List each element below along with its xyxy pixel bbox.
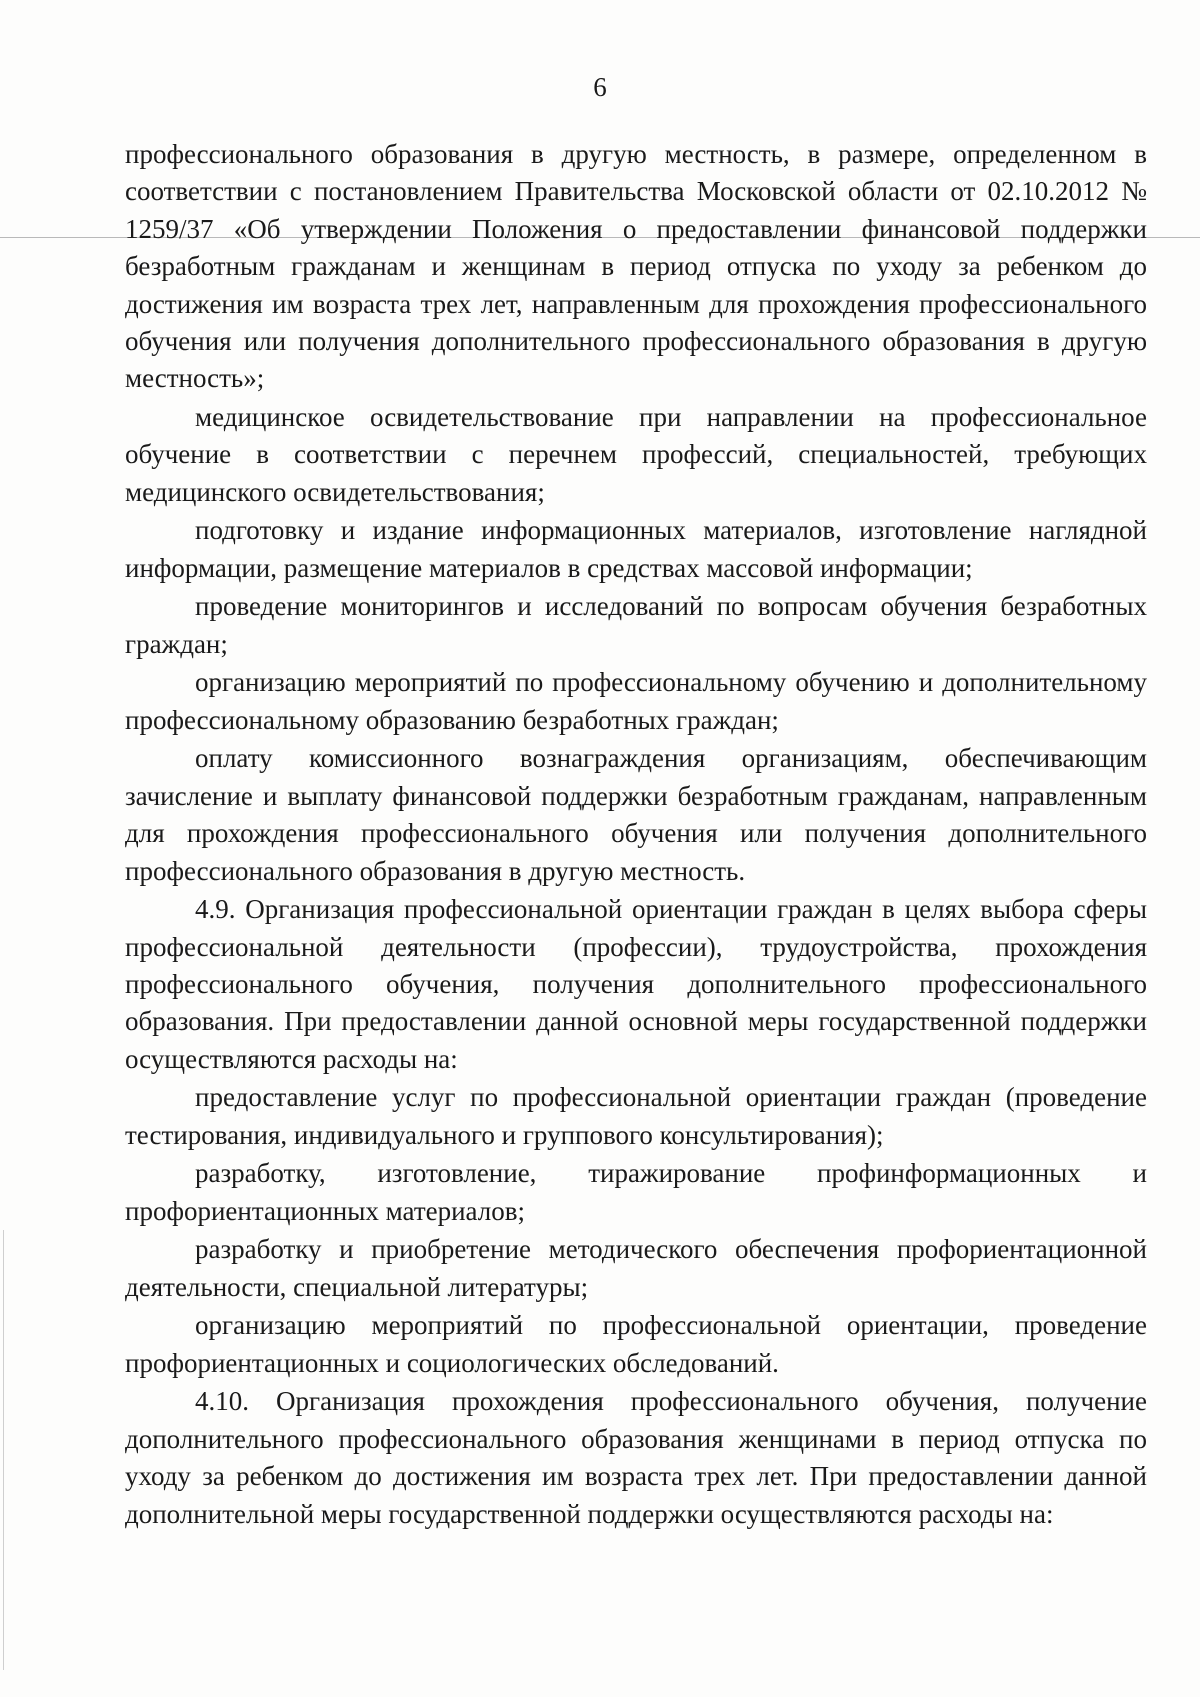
paragraph-monitoring-research: проведение мониторингов и исследований по вопросам обучения безработных граждан; bbox=[125, 591, 1147, 659]
paragraph-training-events: организацию мероприятий по профессиональному обучению и дополнительному профессиональному образованию безработных граждан; bbox=[125, 667, 1147, 735]
document-body bbox=[125, 136, 1147, 1533]
paragraph-career-guidance-services: предоставление услуг по профессиональной ориентации граждан (проведение тестирования, индивидуального и группового консультирования); bbox=[125, 1082, 1147, 1150]
paragraph-guidance-events: организацию мероприятий по профессиональной ориентации, проведение профориентационных и социологических обследований. bbox=[125, 1310, 1147, 1378]
paragraph-information-materials: подготовку и издание информационных материалов, изготовление наглядной информации, размещение материалов в средствах массовой информации; bbox=[125, 515, 1147, 583]
paragraph-medical-examination: медицинское освидетельствование при направлении на профессиональное обучение в соответствии с перечнем профессий, специальностей, требующих медицинского освидетельствования; bbox=[125, 402, 1147, 507]
page-number: 6 bbox=[593, 72, 607, 102]
paragraph-section-4-9: 4.9. Организация профессиональной ориентации граждан в целях выбора сферы профессиональной деятельности (профессии), трудоустройства, прохождения профессионального обучения, получения дополнительного профессионального образования. При предоставлении данной основной меры государственной поддержки осуществляются расходы на: bbox=[125, 894, 1147, 1074]
paragraph-continuation: профессионального образования в другую местность, в размере, определенном в соответствии с постановлением Правительства Московской области от 02.10.2012 № 1259/37 «Об утверждении Положения о предоставлении финансовой поддержки безработным гражданам и женщинам в период отпуска по уходу за ребенком до достижения им возраста трех лет, направленным для прохождения профессионального обучения или получения дополнительного профессионального образования в другую местность»; bbox=[125, 139, 1147, 394]
paragraph-guidance-materials: разработку, изготовление, тиражирование профинформационных и профориентационных материалов; bbox=[125, 1158, 1147, 1226]
paragraph-commission-payment: оплату комиссионного вознаграждения организациям, обеспечивающим зачисление и выплату финансовой поддержки безработным гражданам, направленным для прохождения профессионального обучения или получения дополнительного профессионального образования в другую местность. bbox=[125, 743, 1147, 886]
scan-artifact-margin-mark bbox=[3, 1230, 4, 1670]
paragraph-section-4-10: 4.10. Организация прохождения профессионального обучения, получение дополнительного профессионального образования женщинами в период отпуска по уходу за ребенком до достижения им возраста трех лет. При предоставлении данной дополнительной меры государственной поддержки осуществляются расходы на: bbox=[125, 1386, 1147, 1529]
paragraph-methodological-support: разработку и приобретение методического обеспечения профориентационной деятельности, специальной литературы; bbox=[125, 1234, 1147, 1302]
